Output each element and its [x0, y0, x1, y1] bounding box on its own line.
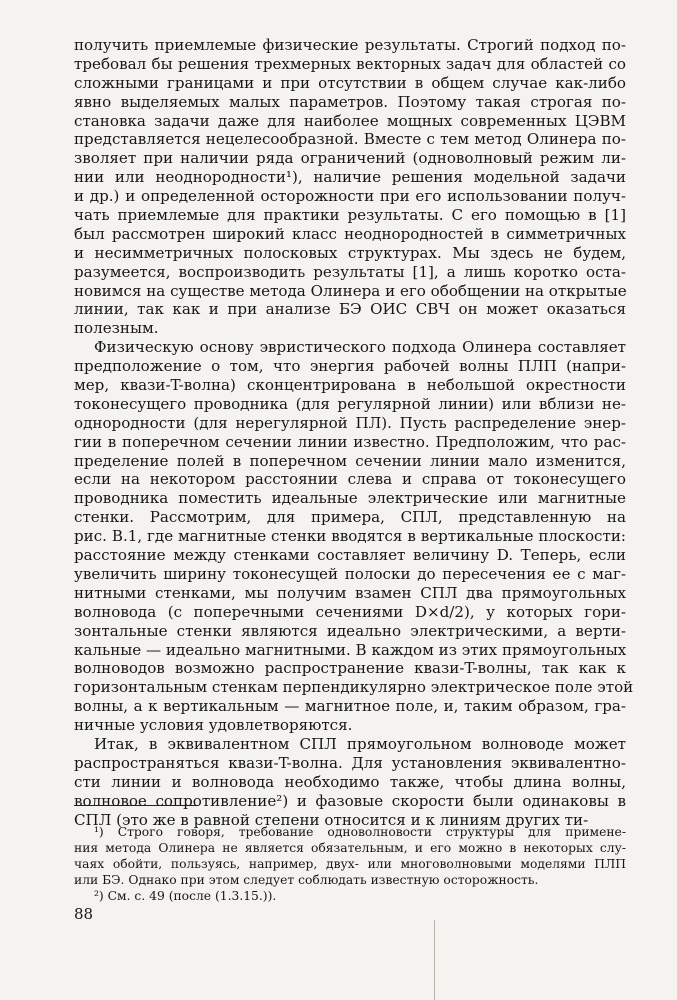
- text-line: распространяться квази-T-волна. Для установления эквивалентно-: [74, 753, 626, 772]
- footnote-1: [74, 824, 626, 888]
- text-line: зволяет при наличии ряда ограничений (одноволновый режим ли-: [74, 149, 626, 168]
- text-line: пределение полей в поперечном сечении линии мало изменится,: [74, 451, 626, 470]
- text-line: нии или неоднородности¹), наличие решения модельной задачи: [74, 168, 626, 187]
- text-line: новимся на существе метода Олинера и его обобщении на открытые: [74, 281, 627, 300]
- footnote-line: ²) См. с. 49 (после (1.3.15.)).: [94, 889, 277, 903]
- text-line: чать приемлемые для практики результаты. С его помощью в [1]: [74, 206, 626, 225]
- text-line: волновое сопротивление²) и фазовые скорости были одинаковы в: [74, 791, 626, 810]
- footnote-line: или БЭ. Однако при этом следует соблюдать известную осторожность.: [74, 873, 539, 887]
- text-line: сложными границами и при отсутствии в общем случае как-либо: [74, 73, 626, 92]
- text-line: зонтальные стенки являются идеально электрическими, а верти-: [74, 621, 626, 640]
- footnote-separator: [74, 805, 198, 806]
- paragraph-2: [74, 338, 634, 735]
- text-line: гии в поперечном сечении линии известно. Предположим, что рас-: [74, 432, 626, 451]
- text-line: СПЛ (это же в равной степени относится и к линиям других ти-: [74, 810, 589, 829]
- text-line: Физическую основу эвристического подхода Олинера составляет: [94, 338, 626, 357]
- body-text: [74, 36, 634, 829]
- paragraph-1: [74, 36, 626, 338]
- text-line: становка задачи даже для наиболее мощных современных ЦЭВМ: [74, 111, 626, 130]
- text-line: был рассмотрен широкий класс неоднородностей в симметричных: [74, 224, 626, 243]
- text-line: полезным.: [74, 319, 159, 338]
- text-line: однородности (для нерегулярной ПЛ). Пусть распределение энер-: [74, 413, 626, 432]
- text-line: Итак, в эквивалентном СПЛ прямоугольном волноводе может: [94, 734, 626, 753]
- text-line: представляется нецелесообразной. Вместе с тем метод Олинера по-: [74, 130, 626, 149]
- scan-fold-line: [434, 920, 435, 1000]
- text-line: токонесущего проводника (для регулярной линии) или вблизи не-: [74, 394, 626, 413]
- page-number: 88: [74, 905, 94, 923]
- text-line: ничные условия удовлетворяются.: [74, 716, 353, 735]
- text-line: сти линии и волновода необходимо также, чтобы длина волны,: [74, 772, 626, 791]
- text-line: волновода (с поперечными сечениями D×d/2), у которых гори-: [74, 602, 626, 621]
- text-line: линии, так как и при анализе БЭ ОИС СВЧ он может оказаться: [74, 300, 626, 319]
- text-line: увеличить ширину токонесущей полоски до пересечения ее с маг-: [74, 564, 626, 583]
- footnotes: [74, 824, 626, 904]
- text-line: расстояние между стенками составляет величину D. Теперь, если: [74, 546, 626, 565]
- text-line: явно выделяемых малых параметров. Поэтому такая строгая по-: [74, 92, 626, 111]
- text-line: кальные — идеально магнитными. В каждом из этих прямоугольных: [74, 640, 627, 659]
- text-line: стенки. Рассмотрим, для примера, СПЛ, представленную на: [74, 508, 626, 527]
- text-line: получить приемлемые физические результаты. Строгий подход по-: [74, 36, 626, 54]
- text-line: горизонтальным стенкам перпендикулярно электрическое поле этой: [74, 678, 634, 697]
- text-line: мер, квази-T-волна) сконцентрирована в небольшой окрестности: [74, 376, 626, 395]
- text-line: требовал бы решения трехмерных векторных задач для областей со: [74, 54, 626, 73]
- footnote-line: ния метода Олинера не является обязательным, и его можно в некоторых слу-: [74, 841, 626, 855]
- text-line: разумеется, воспроизводить результаты [1], а лишь коротко оста-: [74, 262, 626, 281]
- text-line: и несимметричных полосковых структурах. Мы здесь не будем,: [74, 243, 626, 262]
- text-line: рис. В.1, где магнитные стенки вводятся в вертикальные плоскости:: [74, 527, 626, 546]
- text-line: нитными стенками, мы получим взамен СПЛ два прямоугольных: [74, 583, 626, 602]
- paragraph-3: [74, 735, 626, 829]
- footnote-2: [74, 888, 626, 904]
- text-line: если на некотором расстоянии слева и справа от токонесущего: [74, 470, 626, 489]
- text-line: предположение о том, что энергия рабочей волны ПЛП (напри-: [74, 357, 626, 376]
- footnote-line: ¹) Строго говоря, требование одноволновости структуры для примене-: [94, 825, 626, 839]
- text-line: проводника поместить идеальные электрические или магнитные: [74, 489, 626, 508]
- footnote-line: чаях обойти, пользуясь, например, двух- или многоволновыми моделями ПЛП: [74, 857, 626, 871]
- text-line: волноводов возможно распространение квази-T-волны, так как к: [74, 659, 626, 678]
- text-line: и др.) и определенной осторожности при его использовании получ-: [74, 187, 626, 206]
- text-line: волны, а к вертикальным — магнитное поле, и, таким образом, гра-: [74, 697, 626, 716]
